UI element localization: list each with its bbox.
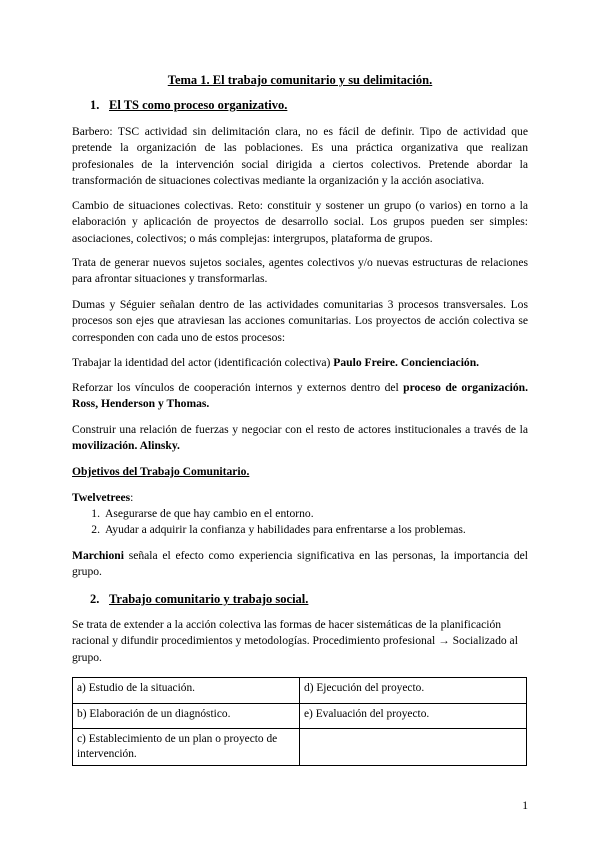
vinculos-bold: proceso de organización. Ross, Henderson y Thomas. bbox=[72, 381, 528, 411]
table-cell-a: a) Estudio de la situación. bbox=[73, 678, 300, 704]
twelvetrees-colon: : bbox=[130, 491, 134, 504]
section-2-number: 2. bbox=[90, 592, 100, 606]
paragraph-cambio: Cambio de situaciones colectivas. Reto: constituir y sostener un grupo (o varios) en torno a la elaboración y aplicación de proyectos de desarrollo social. Los grupos pueden ser simples: asociaciones, colectivos; o más complejas: intergrupos, plataforma de grupos. bbox=[72, 199, 528, 245]
table-cell-d: d) Ejecución del proyecto. bbox=[300, 678, 527, 704]
document-page bbox=[72, 0, 528, 848]
paragraph-marchioni bbox=[72, 548, 528, 581]
table-row bbox=[73, 704, 527, 729]
twelvetrees-label bbox=[72, 490, 528, 506]
section-2-heading bbox=[90, 592, 308, 607]
twelvetrees-name: Twelvetrees bbox=[72, 491, 131, 504]
list-item-number: 2. bbox=[91, 523, 100, 537]
list-item-number: 1. bbox=[91, 507, 100, 520]
paragraph-barbero: Barbero: TSC actividad sin delimitación clara, no es fácil de definir. Tipo de actividad que pretende la organización de las poblaciones. Es una práctica organizativa que realizan profesionales de la intervención social dirigida a ciertos colectivos. Pretende abordar la transformación de situaciones colectivas mediante la organización y la acción asociativa. bbox=[72, 125, 528, 188]
identidad-text: Trabajar la identidad del actor (identificación colectiva) bbox=[72, 356, 334, 369]
objectives-heading: Objetivos del Trabajo Comunitario. bbox=[72, 465, 250, 478]
paragraph-planificacion: Se trata de extender a la acción colectiva las formas de hacer sistemáticas de la planificación racional y difundir procedimientos y metodologías. Procedimiento profesional → Socializado al grupo. bbox=[72, 618, 518, 664]
section-1-number: 1. bbox=[90, 98, 100, 112]
objectives-list bbox=[72, 506, 528, 539]
document-title: Tema 1. El trabajo comunitario y su delimitación. bbox=[167, 73, 433, 87]
table-row bbox=[73, 729, 527, 766]
table-cell-b: b) Elaboración de un diagnóstico. bbox=[73, 704, 300, 729]
paragraph-identidad bbox=[72, 355, 528, 371]
list-item-text: Asegurarse de que hay cambio en el entorno. bbox=[105, 507, 314, 520]
section-1-heading bbox=[90, 98, 287, 113]
identidad-bold: Paulo Freire. Concienciación. bbox=[333, 356, 480, 369]
paragraph-fuerzas bbox=[72, 422, 528, 455]
section-2-title: Trabajo comunitario y trabajo social. bbox=[109, 592, 309, 606]
section-1-title: El TS como proceso organizativo. bbox=[109, 98, 288, 112]
fuerzas-bold: movilización. Alinsky. bbox=[72, 439, 180, 453]
list-item bbox=[72, 506, 528, 522]
marchioni-name: Marchioni bbox=[72, 549, 124, 562]
table-row bbox=[73, 678, 527, 704]
paragraph-vinculos bbox=[72, 380, 528, 413]
page-number: 1 bbox=[522, 799, 528, 812]
list-item-text: Ayudar a adquirir la confianza y habilidades para enfrentarse a los problemas. bbox=[105, 523, 466, 537]
vinculos-text: Reforzar los vínculos de cooperación internos y externos dentro del bbox=[72, 381, 404, 394]
table-cell-c: c) Establecimiento de un plan o proyecto de intervención. bbox=[73, 729, 300, 766]
marchioni-text: señala el efecto como experiencia significativa en las personas, la importancia del grupo. bbox=[72, 549, 528, 579]
paragraph-sujetos: Trata de generar nuevos sujetos sociales, agentes colectivos y/o nuevas estructuras de relaciones para afrontar situaciones y transformarlas. bbox=[72, 256, 528, 286]
fuerzas-text: Construir una relación de fuerzas y negociar con el resto de actores institucionales a través de la bbox=[72, 423, 528, 436]
paragraph-dumas: Dumas y Séguier señalan dentro de las actividades comunitarias 3 procesos transversales. Los procesos son ejes que atraviesan las acciones comunitarias. Los proyectos de acción colectiva se corresponden con cada uno de estos procesos: bbox=[72, 298, 528, 344]
list-item bbox=[72, 522, 528, 538]
table-cell-e: e) Evaluación del proyecto. bbox=[300, 704, 527, 729]
steps-table bbox=[72, 677, 527, 766]
table-cell-empty bbox=[300, 729, 527, 766]
